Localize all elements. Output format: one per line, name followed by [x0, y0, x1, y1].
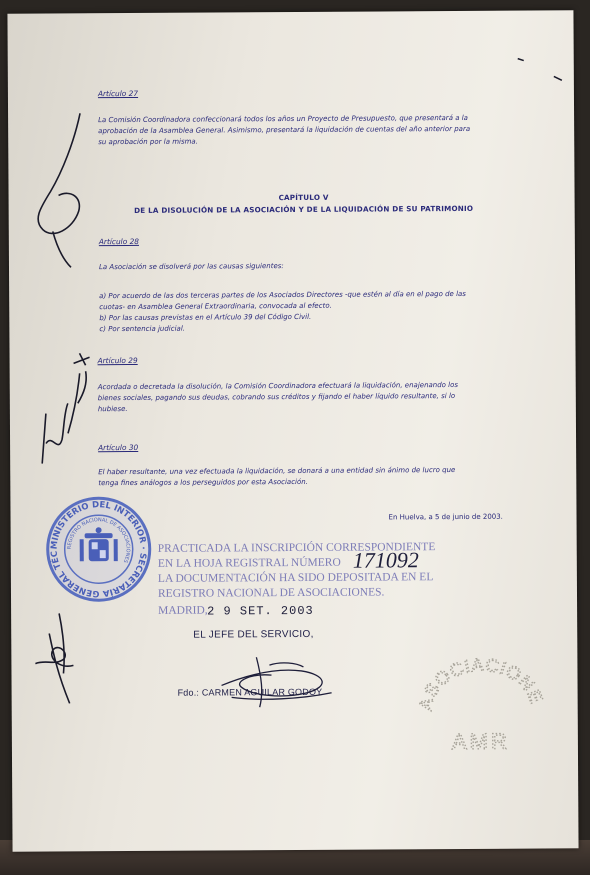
registry-stamp-line-1: PRACTICADA LA INSCRIPCIÓN CORRESPONDIENTE — [157, 541, 436, 555]
article-30-line-1: El haber resultante, una vez efectuada la liquidación, se donará a una entidad sin ánimo de lucro que — [98, 466, 456, 477]
corner-marks-icon — [516, 54, 566, 84]
article-28-intro: La Asociación se disolverá por las causas siguientes: — [98, 262, 284, 272]
article-27-heading: Artículo 27 — [97, 88, 139, 99]
article-30-heading: Artículo 30 — [98, 442, 139, 453]
chief-of-service-label: EL JEFE DEL SERVICIO, — [193, 628, 314, 641]
article-28-heading: Artículo 28 — [98, 236, 139, 247]
article-28-item-b: b) Por las causas previstas en el Artículo 39 del Código Civil. — [99, 312, 312, 323]
chapter-title: CAPÍTULO V — [278, 192, 329, 203]
article-28-item-a-line-2: cuotas- en Asamblea General Extraordinaria, convocada al efecto. — [99, 301, 332, 312]
place-date: En Huelva, a 5 de junio de 2003. — [388, 512, 503, 522]
perforation-text-top: ASOCIACIONES — [414, 645, 547, 712]
seal-inner-text: REGISTRO NACIONAL DE ASOCIACIONES — [66, 517, 131, 564]
margin-signature-middle-icon — [33, 343, 94, 473]
perforation-stamp-icon — [414, 645, 547, 761]
ministry-seal-icon — [40, 488, 153, 604]
article-27-line-2: aprobación de la Asamblea General. Asimismo, presentará la liquidación de cuentas del año anterior para — [98, 124, 471, 136]
article-29-line-1: Acordada o decretada la disolución, la Comisión Coordinadora efectuará la liquidación, enajenando los — [97, 380, 459, 392]
margin-signature-top-icon — [22, 111, 93, 271]
article-27-line-1: La Comisión Coordinadora confeccionará todos los años un Proyecto de Presupuesto, que presentará a la — [98, 113, 468, 125]
registry-stamp-line-4: REGISTRO NACIONAL DE ASOCIACIONES. — [157, 586, 385, 600]
svg-text:ASOCIACIONES — [415, 644, 547, 712]
registry-stamp-place: MADRID, — [158, 604, 208, 617]
registry-sheet-number: 171092 — [352, 547, 419, 573]
article-28-item-a-line-1: a) Por acuerdo de las dos terceras partes de los Asociados Directores -que estén al día en el pago de las — [99, 289, 466, 301]
registry-stamp-date: 2 9 SET. 2003 — [207, 603, 314, 619]
article-29-heading: Artículo 29 — [97, 355, 138, 366]
chapter-subtitle: DE LA DISOLUCIÓN DE LA ASOCIACIÓN Y DE LA LIQUIDACIÓN DE SU PATRIMONIO — [134, 203, 474, 215]
article-28-item-c: c) Por sentencia judicial. — [99, 324, 186, 334]
margin-signature-bottom-icon — [29, 603, 90, 713]
article-29-line-2: bienes sociales, pagando sus deudas, cobrando sus créditos y fijando el haber líquido resultante, si lo — [97, 392, 456, 403]
signer-name: Fdo.: CARMEN AGUILAR GODOY — [177, 686, 323, 698]
chief-signature-icon — [211, 637, 341, 718]
seal-outer-text: MINISTERIO DEL INTERIOR · SECRETARÍA GENERAL TÉCNICA · — [40, 488, 148, 599]
registry-stamp-line-2: EN LA HOJA REGISTRAL NÚMERO — [157, 556, 341, 570]
document-page — [7, 10, 578, 851]
perforation-text-bottom: AMR — [451, 728, 510, 755]
article-29-line-3: hubiese. — [97, 405, 128, 414]
registry-stamp-line-3: LA DOCUMENTACIÓN HA SIDO DEPOSITADA EN EL — [157, 571, 434, 585]
article-30-line-2: tenga fines análogos a los perseguidos por esta Asociación. — [98, 477, 308, 488]
article-27-line-3: su aprobación por la misma. — [98, 137, 198, 147]
